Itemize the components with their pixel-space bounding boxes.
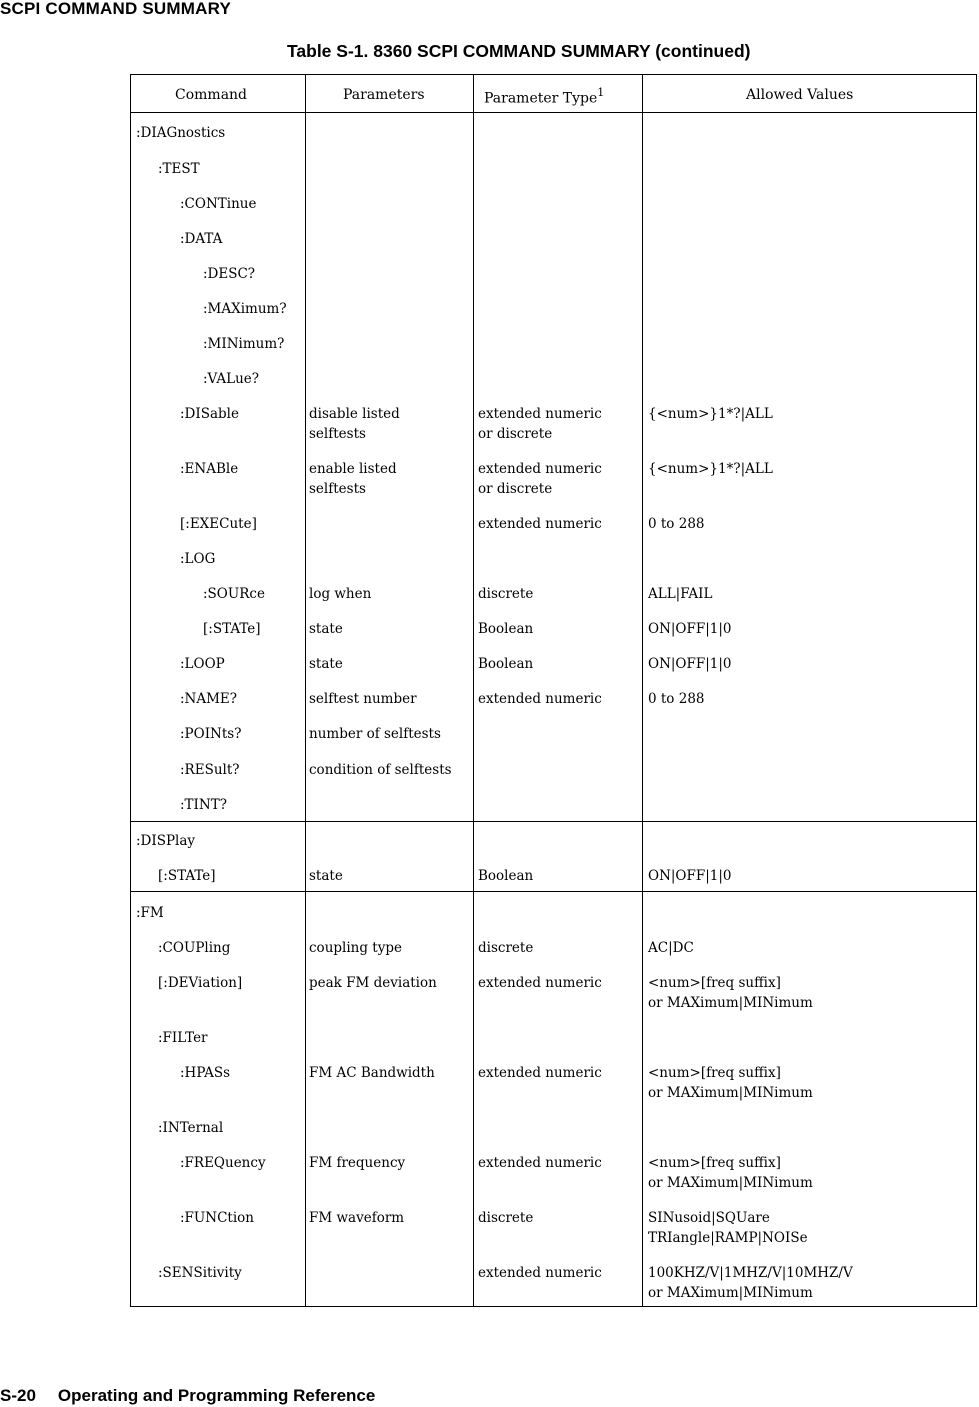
parameter-type-cell: extended numeric (478, 1155, 602, 1171)
command-cell: :DISPlay (136, 833, 196, 849)
parameters-cell: selftest number (309, 691, 417, 707)
parameter-type-cell: Boolean (478, 868, 534, 884)
table-row (131, 795, 976, 815)
table-row (131, 264, 976, 284)
allowed-values-cell: <num>[freq suffix] or MAXimum|MINimum (648, 1065, 813, 1101)
table-row (131, 459, 976, 497)
parameters-cell: FM frequency (309, 1155, 406, 1171)
table-row (131, 299, 976, 319)
parameters-cell: state (309, 868, 343, 884)
parameters-cell: log when (309, 586, 372, 602)
parameter-type-cell: Boolean (478, 621, 534, 637)
command-summary-table (130, 74, 977, 1307)
parameter-type-cell: discrete (478, 1210, 534, 1226)
parameters-cell: peak FM deviation (309, 975, 437, 991)
table-row (131, 1263, 976, 1301)
command-cell: :LOG (180, 551, 216, 567)
table-row (131, 760, 976, 780)
allowed-values-cell: AC|DC (648, 940, 694, 956)
parameters-cell: enable listed selftests (309, 461, 397, 497)
allowed-values-cell: 100KHZ/V|1MHZ/V|10MHZ/V or MAXimum|MINimum (648, 1265, 853, 1301)
allowed-values-cell: <num>[freq suffix] or MAXimum|MINimum (648, 1155, 813, 1191)
table-row (131, 549, 976, 569)
allowed-values-cell: ALL|FAIL (648, 586, 713, 602)
table-row (131, 404, 976, 442)
command-cell: :FILTer (158, 1030, 208, 1046)
parameter-type-cell: extended numeric or discrete (478, 461, 602, 497)
table-row (131, 619, 976, 639)
parameter-type-cell: extended numeric (478, 691, 602, 707)
table-row (131, 654, 976, 674)
table-row (131, 938, 976, 958)
command-cell: :DISable (180, 406, 239, 422)
parameters-cell: state (309, 621, 343, 637)
command-cell: :TEST (158, 161, 200, 177)
column-header-parameters: Parameters (343, 87, 425, 103)
command-cell: :POINts? (180, 726, 242, 742)
command-cell: :DATA (180, 231, 223, 247)
command-cell: :MINimum? (203, 336, 285, 352)
command-cell: :COUPling (158, 940, 231, 956)
parameter-type-cell: extended numeric (478, 1265, 602, 1281)
allowed-values-cell: SINusoid|SQUare TRIangle|RAMP|NOISe (648, 1210, 808, 1246)
command-cell: :NAME? (180, 691, 238, 707)
allowed-values-cell: ON|OFF|1|0 (648, 868, 732, 884)
command-cell: :SENSitivity (158, 1265, 242, 1281)
allowed-values-cell: ON|OFF|1|0 (648, 656, 732, 672)
command-cell: :MAXimum? (203, 301, 287, 317)
command-cell: :DESC? (203, 266, 256, 282)
table-row (131, 229, 976, 249)
table-row (131, 1118, 976, 1138)
table-row (131, 1153, 976, 1191)
table-row (131, 334, 976, 354)
column-header-command: Command (175, 87, 248, 103)
table-row (131, 866, 976, 886)
command-cell: [:DEViation] (158, 975, 243, 991)
command-cell: :SOURce (203, 586, 265, 602)
table-caption: Table S-1. 8360 SCPI COMMAND SUMMARY (continued) (287, 41, 751, 61)
table-row (131, 514, 976, 534)
command-cell: [:STATe] (158, 868, 216, 884)
page-number: S-20 (0, 1386, 36, 1405)
table-row (131, 1028, 976, 1048)
command-cell: :TINT? (180, 797, 227, 813)
parameter-type-cell: extended numeric (478, 975, 602, 991)
parameters-cell: state (309, 656, 343, 672)
allowed-values-cell: ON|OFF|1|0 (648, 621, 732, 637)
command-cell: :LOOP (180, 656, 225, 672)
table-row (131, 689, 976, 709)
command-cell: :ENABle (180, 461, 239, 477)
parameter-type-cell: extended numeric (478, 1065, 602, 1081)
table-body (131, 75, 976, 1306)
page-footer (0, 1385, 375, 1407)
column-header-allowed-values: Allowed Values (746, 87, 854, 103)
allowed-values-cell: 0 to 288 (648, 691, 705, 707)
parameters-cell: number of selftests (309, 726, 441, 742)
table-row (131, 159, 976, 179)
table-row (131, 724, 976, 744)
parameter-type-cell: extended numeric (478, 516, 602, 532)
parameters-cell: disable listed selftests (309, 406, 400, 442)
table-row (131, 973, 976, 1011)
parameters-cell: FM AC Bandwidth (309, 1065, 435, 1081)
table-row (131, 369, 976, 389)
table-row (131, 1063, 976, 1101)
parameter-type-cell: discrete (478, 586, 534, 602)
allowed-values-cell: {<num>}1*?|ALL (648, 406, 773, 422)
table-row (131, 1208, 976, 1246)
command-cell: :VALue? (203, 371, 260, 387)
parameters-cell: condition of selftests (309, 762, 452, 778)
command-cell: :RESult? (180, 762, 240, 778)
parameters-cell: FM waveform (309, 1210, 405, 1226)
command-cell: :INTernal (158, 1120, 224, 1136)
footnote-marker: 1 (597, 86, 605, 99)
parameter-type-cell: extended numeric or discrete (478, 406, 602, 442)
running-header-title: SCPI COMMAND SUMMARY (0, 0, 231, 18)
command-cell: [:EXECute] (180, 516, 257, 532)
footer-section-title: Operating and Programming Reference (57, 1386, 376, 1405)
command-cell: :FREQuency (180, 1155, 266, 1171)
command-cell: :HPASs (180, 1065, 231, 1081)
command-cell: :FM (136, 905, 164, 921)
command-cell: :FUNCtion (180, 1210, 254, 1226)
command-cell: [:STATe] (203, 621, 261, 637)
table-row (131, 584, 976, 604)
parameter-type-label: Parameter Type (484, 90, 598, 107)
parameters-cell: coupling type (309, 940, 402, 956)
command-cell: :DIAGnostics (136, 125, 226, 141)
table-row (131, 194, 976, 214)
allowed-values-cell: 0 to 288 (648, 516, 705, 532)
table-row (131, 123, 976, 143)
allowed-values-cell: {<num>}1*?|ALL (648, 461, 773, 477)
parameter-type-cell: Boolean (478, 656, 534, 672)
table-row (131, 831, 976, 851)
command-cell: :CONTinue (180, 196, 257, 212)
allowed-values-cell: <num>[freq suffix] or MAXimum|MINimum (648, 975, 813, 1011)
parameter-type-cell: discrete (478, 940, 534, 956)
table-row (131, 903, 976, 923)
